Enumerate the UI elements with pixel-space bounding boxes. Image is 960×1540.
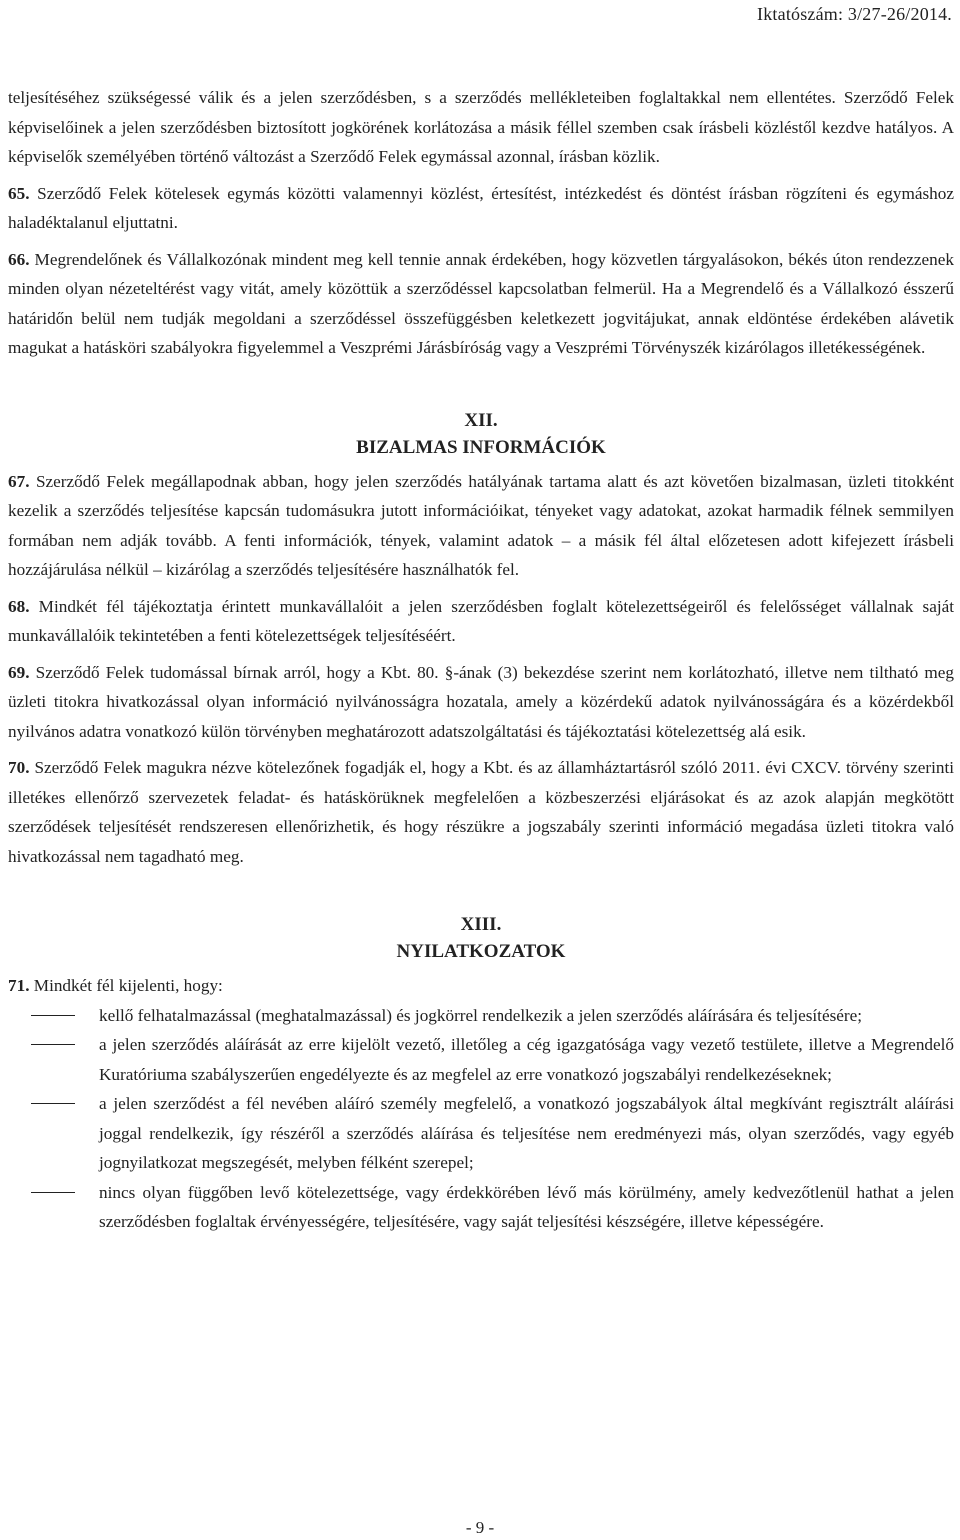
list-item xyxy=(8,1089,954,1178)
paragraph-number: 69. xyxy=(8,662,30,682)
list-item-text: a jelen szerződés aláírását az erre kijelölt vezető, illetőleg a cég igazgatósága vagy vezető testülete, illetve a Megrendelő Kuratóriuma szabályszerűen engedélyezte és az megfelel az erre vonatkozó jogszabályi rendelkezéseknek; xyxy=(99,1035,954,1084)
list-item xyxy=(8,1001,954,1031)
paragraph-number: 66. xyxy=(8,249,30,269)
paragraph-number: 70. xyxy=(8,758,30,777)
paragraph-65 xyxy=(8,179,954,238)
list-item xyxy=(8,1178,954,1237)
paragraph-text: Mindkét fél kijelenti, hogy: xyxy=(33,976,223,995)
paragraph-number: 71. xyxy=(8,976,30,995)
page-number: - 9 - xyxy=(465,1518,495,1537)
paragraph-text: Szerződő Felek tudomással bírnak arról, hogy a Kbt. 80. §-ának (3) bekezdése szerint nem korlátozható, illetve nem tiltható meg üzleti titokra hivatkozással olyan információ nyilvánosságra hozatala, amely a közérdekű adatok nyilvánosságára és a közérdekből nyilvános adatra vonatkozó külön törvényben meghatározott adatszolgáltatási és tájékoztatási kötelezettség alá esik. xyxy=(8,662,954,741)
section-xii-title: BIZALMAS INFORMÁCIÓK xyxy=(356,436,606,458)
paragraph-number: 67. xyxy=(8,471,30,491)
paragraph-67 xyxy=(8,467,954,585)
paragraph-69 xyxy=(8,658,954,747)
paragraph-71 xyxy=(8,971,954,1001)
dash-bullet-icon xyxy=(31,1044,75,1045)
paragraph-68 xyxy=(8,592,954,651)
paragraph-70 xyxy=(8,753,954,871)
document-body xyxy=(8,83,954,1237)
list-item xyxy=(8,1030,954,1089)
paragraph-continuation xyxy=(8,83,954,172)
section-xiii-number: XIII. xyxy=(460,914,502,935)
paragraph-number: 65. xyxy=(8,183,30,203)
paragraph-text: teljesítéséhez szükségessé válik és a jelen szerződésben, s a szerződés mellékleteiben foglaltakkal nem ellentétes. Szerződő Felek képviselőinek a jelen szerződésben biztosított jogkörének korlátozása a másik féllel szemben csak írásbeli közléstől kezdve hatályos. A képviselők személyében történő változást a Szerződő Felek egymással azonnal, írásban közlik. xyxy=(8,88,954,166)
paragraph-text: Szerződő Felek kötelesek egymás közötti valamennyi közlést, értesítést, intézkedést és döntést írásban rögzíteni és egymáshoz haladéktalanul eljuttatni. xyxy=(8,183,954,232)
paragraph-66 xyxy=(8,245,954,363)
paragraph-text: Megrendelőnek és Vállalkozónak mindent meg kell tennie annak érdekében, hogy közvetlen tárgyalásokon, békés úton rendezzenek minden olyan nézeteltérést vagy vitát, amely közöttük a szerződéssel kapcsolatban felmerül. Ha a Megrendelő és a Vállalkozó ésszerű határidőn belül nem tudják megoldani a szerződéssel összefüggésben keletkezett jogvitájukat, annak eldöntése érdekében alávetik magukat a hatásköri szabályokra figyelemmel a Veszprémi Járásbíróság vagy a Veszprémi Törvényszék kizárólagos illetékességének. xyxy=(8,249,954,357)
registry-number: Iktatószám: 3/27-26/2014. xyxy=(757,4,952,24)
paragraph-number: 68. xyxy=(8,596,30,616)
list-item-text: kellő felhatalmazással (meghatalmazással) és jogkörrel rendelkezik a jelen szerződés aláírására és teljesítésére; xyxy=(99,1005,863,1025)
paragraph-text: Szerződő Felek megállapodnak abban, hogy jelen szerződés hatályának tartama alatt és azt követően bizalmasan, üzleti titokként kezelik a szerződés teljesítése kapcsán tudomásukra jutott információikat, tényeket vagy adatokat, azokat harmadik félnek semmilyen formában nem adják tovább. A fenti információk, tények, valamint adatok – a másik fél által előzetesen adott kifejezett írásbeli hozzájárulása nélkül – kizárólag a szerződés teljesítésére használhatók fel. xyxy=(8,471,954,579)
section-xii-number: XII. xyxy=(464,409,498,431)
declaration-list xyxy=(8,1001,954,1237)
dash-bullet-icon xyxy=(31,1103,75,1104)
dash-bullet-icon xyxy=(31,1192,75,1193)
paragraph-text: Mindkét fél tájékoztatja érintett munkavállalóit a jelen szerződésben foglalt kötelezettségeiről és felelősséget vállalnak saját munkavállalóik tekintetében a fenti kötelezettségek teljesítéséért. xyxy=(8,596,955,645)
dash-bullet-icon xyxy=(31,1015,75,1016)
list-item-text: a jelen szerződést a fél nevében aláíró személy megfelelő, a vonatkozó jogszabályok által megkívánt regisztrált aláírási joggal rendelkezik, így részéről a szerződés aláírása és teljesítése nem eredményezi más, olyan szerződés, vagy egyéb jognyilatkozat megszegését, melyben félként szerepel; xyxy=(99,1094,954,1172)
section-xiii-title: NYILATKOZATOK xyxy=(396,941,566,962)
paragraph-text: Szerződő Felek magukra nézve kötelezőnek fogadják el, hogy a Kbt. és az államháztartásról szóló 2011. évi CXCV. törvény szerinti illetékes ellenőrző szervezetek feladat- és hatáskörüknek megfelelően a közbeszerzési eljárásokat és az azok alapján megkötött szerződések teljesítését rendszeresen ellenőrizhetik, és hogy részükre a jogszabály szerinti információ megadása üzleti titokra való hivatkozással nem tagadható meg. xyxy=(8,758,955,866)
list-item-text: nincs olyan függőben levő kötelezettsége, vagy érdekkörében lévő más körülmény, amely kedvezőtlenül hathat a jelen szerződésben foglaltak érvényességére, teljesítésére, vagy saját teljesítési készségére, illetve képességére. xyxy=(99,1182,954,1231)
